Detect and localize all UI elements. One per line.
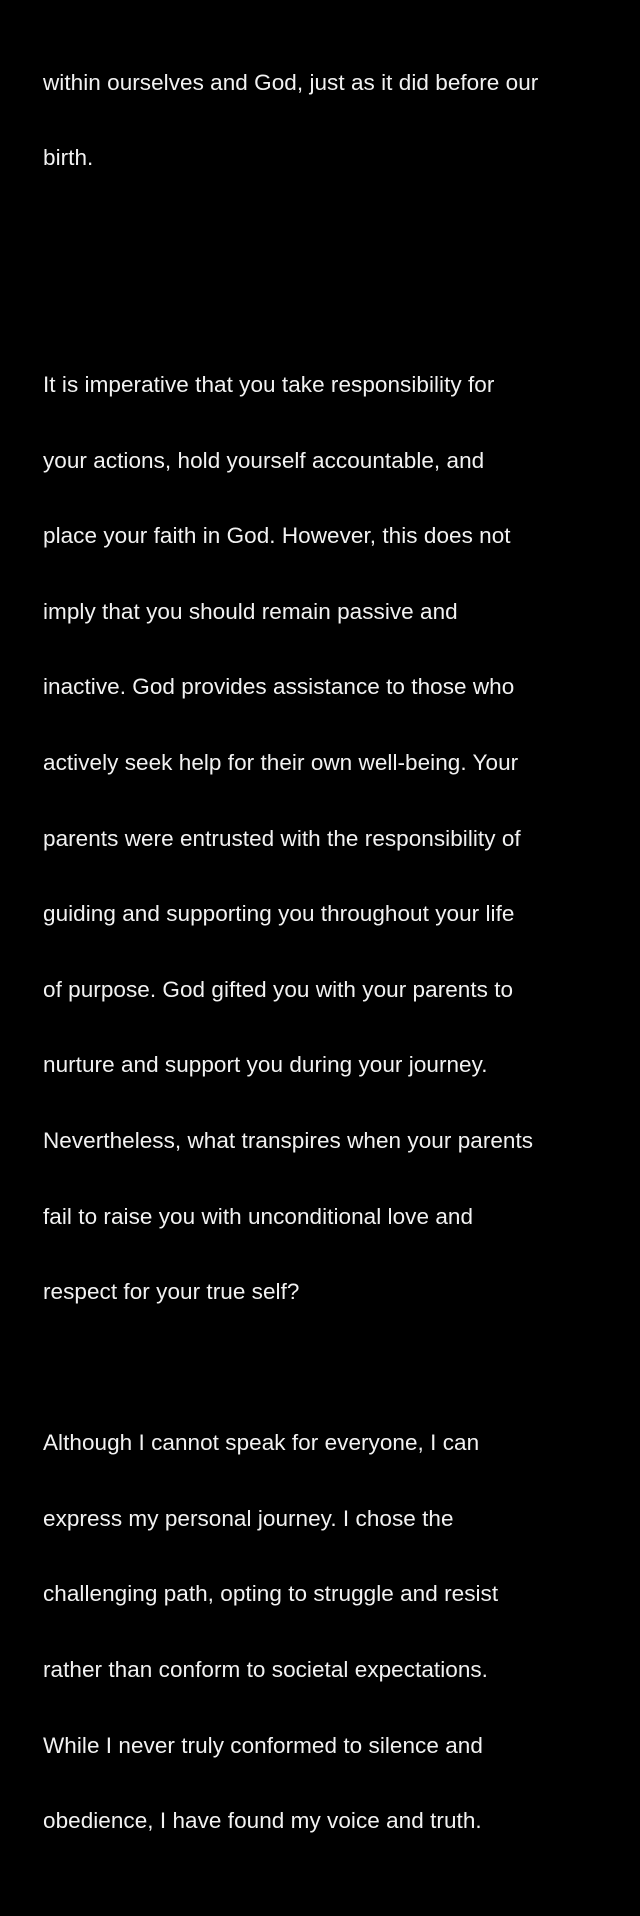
paragraph-spacer [43,253,633,291]
text-line: of purpose. God gifted you with your parents to [43,976,514,1002]
paragraph-3 [43,1386,633,1877]
text-line: fail to raise you with unconditional love and [43,1203,474,1229]
note-body [43,0,633,1916]
text-line: imply that you should remain passive and [43,598,458,624]
text-line: inactive. God provides assistance to those who [43,674,515,700]
text-line: It is imperative that you take responsibility for [43,371,495,397]
text-line: birth. [43,145,94,171]
paragraph-2 [43,328,633,1349]
text-line: While I never truly conformed to silence and [43,1732,483,1758]
paragraph-1 [43,26,633,215]
text-line: obedience, I have found my voice and truth. [43,1808,482,1834]
text-line: guiding and supporting you throughout your life [43,901,515,927]
text-line: your actions, hold yourself accountable, and [43,447,485,473]
text-line: Nevertheless, what transpires when your parents [43,1127,534,1153]
text-line: express my personal journey. I chose the [43,1505,454,1531]
text-line: place your faith in God. However, this does not [43,523,511,549]
text-line: Although I cannot speak for everyone, I can [43,1430,480,1456]
text-line: rather than conform to societal expectations. [43,1657,488,1683]
text-line: challenging path, opting to struggle and resist [43,1581,499,1607]
text-line: actively seek help for their own well-being. Your [43,749,519,775]
text-line: parents were entrusted with the responsibility of [43,825,521,851]
text-line: nurture and support you during your journey. [43,1052,488,1078]
text-line: respect for your true self? [43,1279,300,1305]
text-line: within ourselves and God, just as it did before our [43,69,539,95]
